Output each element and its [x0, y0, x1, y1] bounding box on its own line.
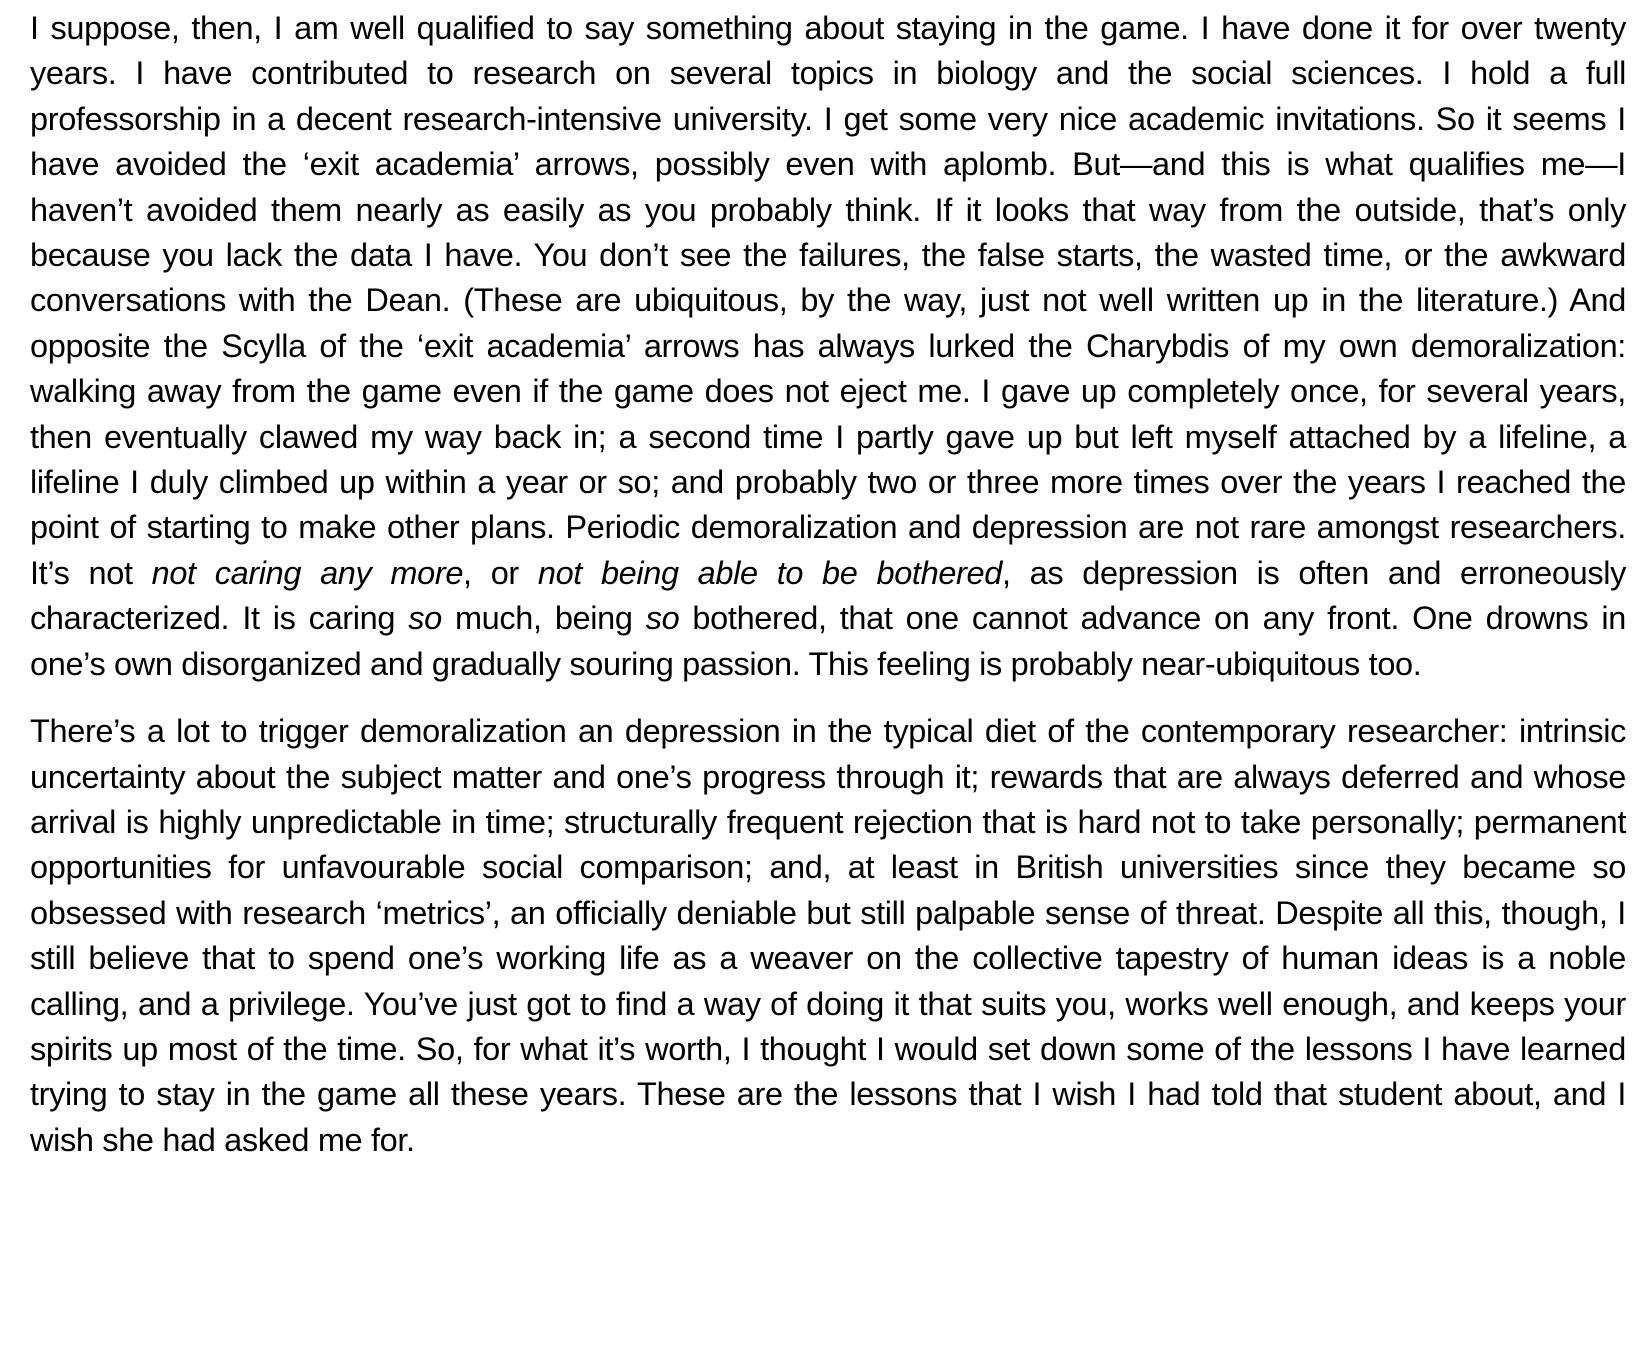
emphasis-not-caring: not caring any more	[151, 554, 464, 591]
paragraph-demoralization-triggers	[30, 709, 1626, 1163]
emphasis-so: so	[408, 600, 442, 637]
paragraph-2-text: There’s a lot to trigger demoralization an depression in the typical diet of the contemporary researcher: intrinsic uncertainty about the subject matter and one’s progress through it; rewards that are always deferred and whose arrival is highly unpredictable in time; structurally frequent rejection that is hard not to take personally; permanent opportunities for unfavourable social comparison; and, at least in British universities since they became so obsessed with research ‘metrics’, an officially deniable but still palpable sense of threat. Despite all this, though, I still believe that to spend one’s working life as a weaver on the collective tapestry of human ideas is a noble calling, and a privilege. You’ve just got to find a way of doing it that suits you, works well enough, and keeps your spirits up most of the time. So, for what it’s worth, I thought I would set down some of the lessons I have learned trying to stay in the game all these years. These are the lessons that I wish I had told that student about, and I wish she had asked me for.	[30, 713, 1626, 1158]
paragraph-1-text: , as depression is often and erroneously characterized. It is caring	[30, 554, 1627, 637]
emphasis-not-bothered: not being able to be bothered	[537, 554, 1002, 591]
paragraph-staying-in-the-game	[30, 6, 1626, 687]
document-page	[30, 6, 1626, 1163]
paragraph-1-text: bothered, that one cannot advance on any front. One drowns in one’s own disorganized and gradually souring passion. This feeling is probably near-ubiquitous too.	[30, 600, 1627, 682]
emphasis-so: so	[645, 600, 680, 637]
paragraph-1-text: I suppose, then, I am well qualified to say something about staying in the game. I have done it for over twenty years. I have contributed to research on several topics in biology and the social sciences. I hold a full professorship in a decent research-intensive university. I get some very nice academic invitations. So it seems I have avoided the ‘exit academia’ arrows, possibly even with aplomb. But—and this is what qualifies me—I haven’t avoided them nearly as easily as you probably think. If it looks that way from the outside, that’s only because you lack the data I have. You don’t see the failures, the false starts, the wasted time, or the awkward conversations with the Dean. (These are ubiquitous, by the way, just not well written up in the literature.) And opposite the Scylla of the ‘exit academia’ arrows has always lurked the Charybdis of my own demoralization: walking away from the game even if the game does not eject me. I gave up completely once, for several years, then eventually clawed my way back in; a second time I partly gave up but left myself attached by a lifeline, a lifeline I duly climbed up within a year or so; and probably two or three more times over the years I reached the point of starting to make other plans. Periodic demoralization and depression are not rare amongst researchers. It’s not	[30, 10, 1626, 591]
paragraph-1-text: much, being	[441, 600, 646, 637]
paragraph-1-text: , or	[463, 554, 538, 591]
